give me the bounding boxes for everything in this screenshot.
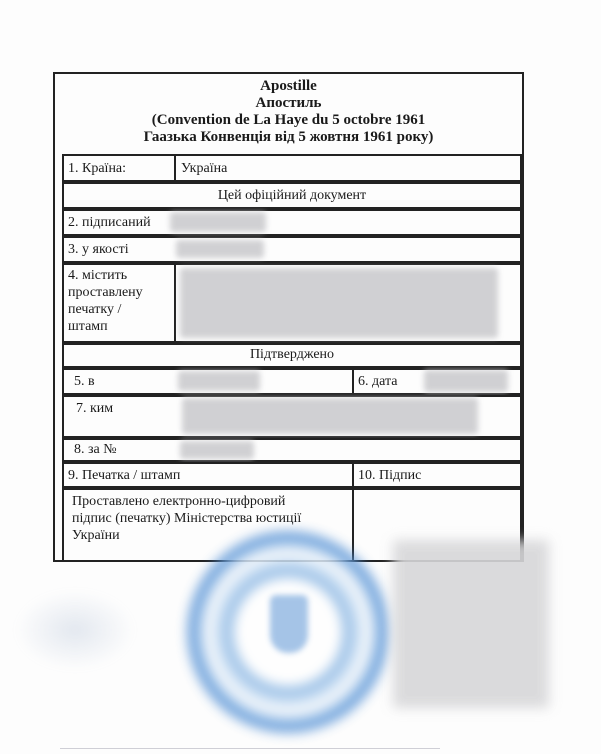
number-redacted xyxy=(180,441,254,459)
number-cell xyxy=(62,438,522,462)
country-label: 1. Країна: xyxy=(68,161,127,176)
date-redacted xyxy=(424,370,508,392)
official-doc-heading: Цей офіційний документ xyxy=(217,188,367,203)
number-label: 8. за № xyxy=(74,442,117,457)
scan-smudge xyxy=(15,590,135,670)
seal-label-line3: печатку / xyxy=(68,302,122,317)
title-convention-ua: Гаазька Конвенція від 5 жовтня 1961 року) xyxy=(143,129,434,145)
apostille-title xyxy=(55,78,522,146)
certified-heading: Підтверджено xyxy=(249,347,335,362)
capacity-redacted xyxy=(176,240,264,258)
signed-by-label: 2. підписаний xyxy=(68,215,151,230)
place-label: 5. в xyxy=(74,374,95,389)
capacity-cell xyxy=(62,236,522,263)
place-redacted xyxy=(178,371,260,391)
title-apostille-ua: Апостиль xyxy=(255,95,322,111)
note-line2: підпис (печатку) Міністерства юстиції xyxy=(72,511,302,526)
seal-label-line4: штамп xyxy=(68,319,108,334)
title-apostille-fr: Apostille xyxy=(260,78,317,94)
date-label: 6. дата xyxy=(358,374,398,389)
note-line1: Проставлено електронно-цифровий xyxy=(72,494,286,509)
seal-value-redacted xyxy=(180,268,498,338)
title-convention-fr: (Convention de La Haye du 5 octobre 1961 xyxy=(151,112,426,128)
note-line3: України xyxy=(72,528,120,543)
signature-label: 10. Підпис xyxy=(358,468,422,483)
authority-label: 7. ким xyxy=(76,401,114,416)
signature-redacted xyxy=(393,540,549,708)
authority-redacted xyxy=(182,398,478,434)
capacity-label: 3. у якості xyxy=(68,242,129,257)
seal-label-line1: 4. містить xyxy=(68,268,128,283)
stamp-label: 9. Печатка / штамп xyxy=(68,468,181,483)
page-bottom-line xyxy=(60,748,440,749)
seal-label-line2: проставлену xyxy=(68,285,143,300)
trident-emblem-icon xyxy=(270,595,308,653)
signed-by-redacted xyxy=(170,212,266,232)
country-value: Україна xyxy=(181,161,228,176)
